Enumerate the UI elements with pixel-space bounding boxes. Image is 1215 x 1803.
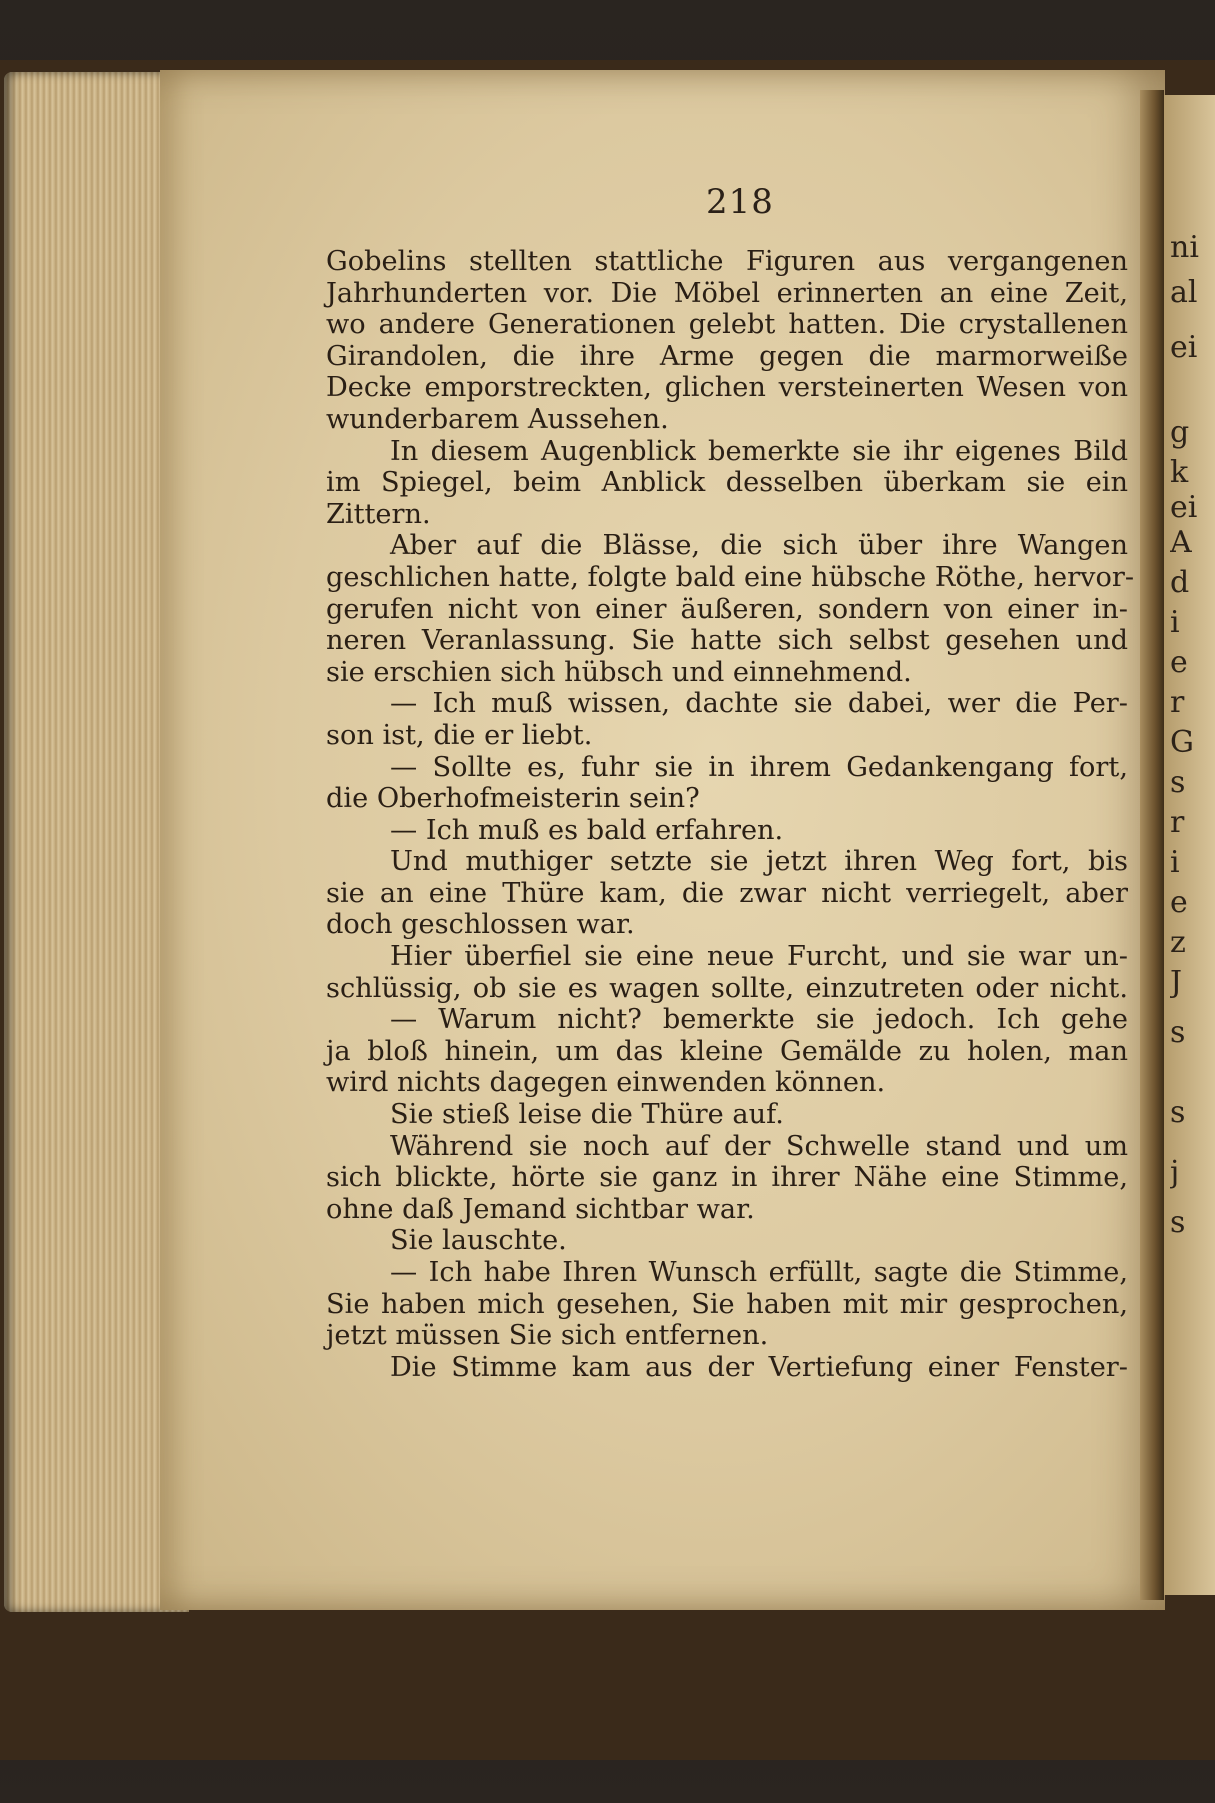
text-line: Sie stieß leise die Thüre auf. <box>390 1099 784 1131</box>
facing-page-fragment: g <box>1170 415 1190 450</box>
facing-page-fragment: i <box>1170 605 1180 640</box>
text-line: Gobelins stellten stattliche Figuren aus vergangenen <box>326 246 1128 277</box>
text-line: Aber auf die Blässe, die sich über ihre Wangen <box>390 530 1128 562</box>
text-line: — Ich muß es bald erfahren. <box>390 814 784 846</box>
text-line: — Warum nicht? bemerkte sie jedoch. Ich gehe <box>390 1004 1128 1036</box>
facing-page-fragment: G <box>1170 725 1194 760</box>
text-line: — Ich habe Ihren Wunsch erfüllt, sagte die Stimme, <box>390 1257 1128 1288</box>
text-line: sie erschien sich hübsch und einnehmend. <box>326 656 912 688</box>
facing-page-fragment: al <box>1170 275 1198 310</box>
facing-page-fragment: k <box>1170 455 1189 490</box>
facing-page-fragment: ei <box>1170 490 1198 525</box>
facing-page-fragment: s <box>1170 1095 1186 1130</box>
text-line: gerufen nicht von einer äußeren, sondern von einer in- <box>326 593 1128 625</box>
text-line: wunderbarem Aussehen. <box>326 403 669 435</box>
text-line: jetzt müssen Sie sich entfernen. <box>326 1320 769 1352</box>
text-line: — Ich muß wissen, dachte sie dabei, wer die Per- <box>390 688 1128 720</box>
book-gutter <box>1140 90 1164 1600</box>
page-body-text <box>326 246 1135 1383</box>
text-line: Sie lauschte. <box>390 1225 567 1257</box>
facing-page-fragment: r <box>1170 685 1185 720</box>
facing-page-fragment: i <box>1170 845 1180 880</box>
text-line: doch geschlossen war. <box>326 909 635 941</box>
text-line: Jahrhunderten vor. Die Möbel erinnerten an eine Zeit, <box>326 277 1128 309</box>
text-line: Die Stimme kam aus der Vertiefung einer Fenster- <box>390 1351 1128 1383</box>
text-line: Zittern. <box>326 498 431 530</box>
text-line: Decke emporstreckten, glichen versteinerten Wesen von <box>326 372 1128 404</box>
facing-page-fragment: A <box>1170 525 1192 560</box>
facing-page-fragment: J <box>1170 965 1183 1000</box>
text-line: schlüssig, ob sie es wagen sollte, einzutreten oder nicht. <box>326 972 1128 1004</box>
text-line: sie an eine Thüre kam, die zwar nicht verriegelt, aber <box>326 877 1128 909</box>
text-line: ja bloß hinein, um das kleine Gemälde zu holen, man <box>326 1035 1128 1067</box>
page-number: 218 <box>706 182 774 222</box>
facing-page-fragment: s <box>1170 765 1186 800</box>
text-line: son ist, die er liebt. <box>326 719 593 751</box>
text-line: Während sie noch auf der Schwelle stand und um <box>390 1130 1128 1162</box>
facing-page-fragment: e <box>1170 885 1188 920</box>
facing-page-fragment: ei <box>1170 330 1198 365</box>
text-line: neren Veranlassung. Sie hatte sich selbst gesehen und <box>326 625 1128 657</box>
facing-page-fragment: r <box>1170 805 1185 840</box>
text-line: ohne daß Jemand sichtbar war. <box>326 1193 755 1225</box>
text-line: sich blickte, hörte sie ganz in ihrer Nähe eine Stimme, <box>326 1162 1128 1194</box>
text-line: In diesem Augenblick bemerkte sie ihr eigenes Bild <box>390 435 1128 467</box>
text-line: — Sollte es, fuhr sie in ihrem Gedankengang fort, <box>390 751 1128 783</box>
facing-page-fragment: s <box>1170 1015 1186 1050</box>
facing-page-fragment: e <box>1170 645 1188 680</box>
text-line: die Oberhofmeisterin sein? <box>326 783 700 815</box>
facing-page-fragment: j <box>1170 1155 1180 1190</box>
text-line: Sie haben mich gesehen, Sie haben mit mir gesprochen, <box>326 1288 1128 1320</box>
text-line: Hier überfiel sie eine neue Furcht, und sie war un- <box>390 941 1128 973</box>
facing-page-fragment: s <box>1170 1205 1186 1240</box>
text-line: geschlichen hatte, folgte bald eine hübsche Röthe, hervor- <box>326 561 1135 593</box>
text-line: Girandolen, die ihre Arme gegen die marmorweiße <box>326 340 1128 372</box>
text-line: Und muthiger setzte sie jetzt ihren Weg fort, bis <box>390 846 1128 878</box>
text-line: wo andere Generationen gelebt hatten. Die crystallenen <box>326 309 1128 341</box>
text-line: wird nichts dagegen einwenden können. <box>326 1067 886 1099</box>
facing-page-edge <box>1164 95 1215 1595</box>
facing-page-fragment: z <box>1170 925 1186 960</box>
facing-page-fragment: d <box>1170 565 1190 600</box>
facing-page-fragment: ni <box>1170 230 1199 265</box>
text-line: im Spiegel, beim Anblick desselben überkam sie ein <box>326 467 1128 499</box>
